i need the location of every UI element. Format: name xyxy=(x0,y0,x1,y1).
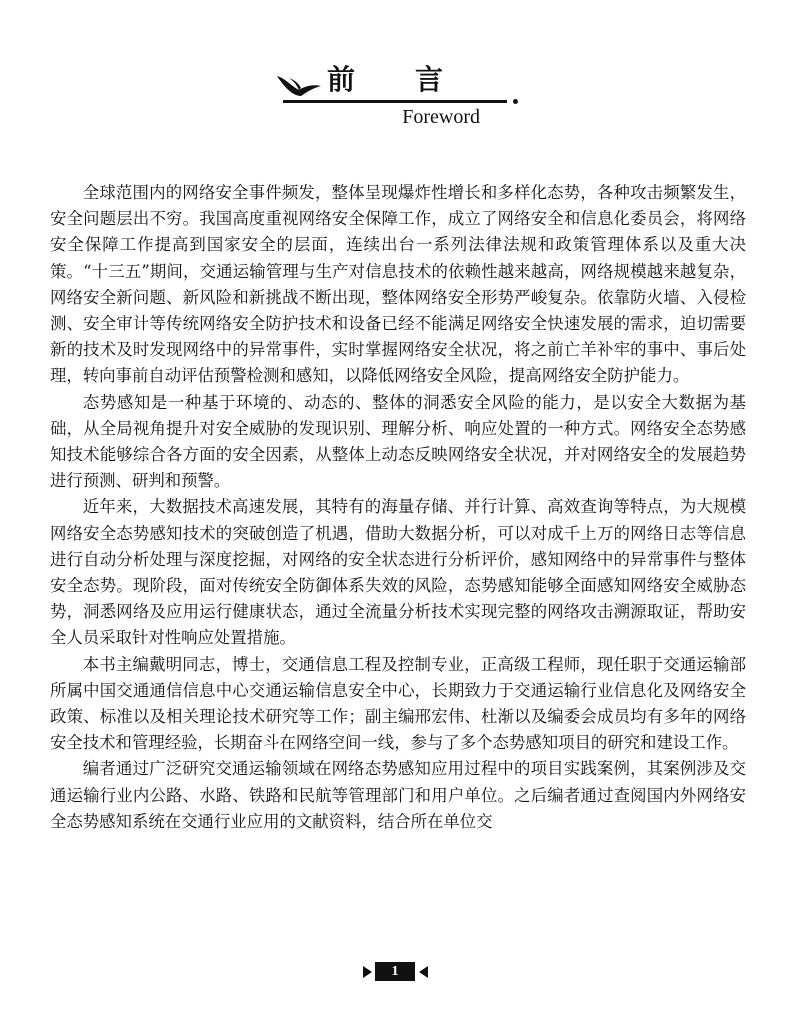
bird-ornament-icon xyxy=(275,68,323,98)
triangle-left-icon xyxy=(419,966,428,978)
page-number: 1 xyxy=(375,962,415,981)
paragraph: 本书主编戴明同志，博士，交通信息工程及控制专业，正高级工程师，现任职于交通运输部所属中国交通通信信息中心交通运输信息安全中心，长期致力于交通运输行业信息化及网络安全政策、标准以及相关理论技术研究等工作；副主编邢宏伟、杜渐以及编委会成员均有多年的网络安全技术和管理经验，长期奋斗在网络空间一线，参与了多个态势感知项目的研究和建设工作。 xyxy=(50,654,746,753)
paragraph: 态势感知是一种基于环境的、动态的、整体的洞悉安全风险的能力，是以安全大数据为基础，从全局视角提升对安全威胁的发现识别、理解分析、响应处置的一种方式。网络安全态势感知技术能够综合各方面的安全因素，从整体上动态反映网络安全状况，并对网络安全的发展趋势进行预测、研判和预警。 xyxy=(50,392,746,491)
paragraph: 近年来，大数据技术高速发展，其特有的海量存储、并行计算、高效查询等特点，为大规模网络安全态势感知技术的突破创造了机遇，借助大数据分析，可以对成千上万的网络日志等信息进行自动分析处理与深度挖掘，对网络的安全状态进行分析评价，感知网络中的异常事件与整体安全态势。现阶段，面对传统安全防御体系失效的风险，态势感知能够全面感知网络安全威胁态势，洞悉网络及应用运行健康状态，通过全流量分析技术实现完整的网络攻击溯源取证，帮助安全人员采取针对性响应处置措施。 xyxy=(50,497,746,648)
chapter-header xyxy=(275,60,520,130)
page-number-footer xyxy=(363,962,431,982)
rule-end-dot xyxy=(513,99,518,104)
title-rule xyxy=(283,100,507,103)
paragraph: 编者通过广泛研究交通运输领域在网络态势感知应用过程中的项目实践案例，其案例涉及交通运输行业内公路、水路、铁路和民航等管理部门和用户单位。之后编者通过查阅国内外网络安全态势感知系统在交通行业应用的文献资料，结合所在单位交 xyxy=(50,759,746,831)
triangle-right-icon xyxy=(363,966,372,978)
page-title: 前言 xyxy=(327,63,504,96)
paragraph: 全球范围内的网络安全事件频发，整体呈现爆炸性增长和多样化态势，各种攻击频繁发生，安全问题层出不穷。我国高度重视网络安全保障工作，成立了网络安全和信息化委员会，将网络安全保障工作提高到国家安全的层面，连续出台一系列法律法规和政策管理体系以及重大决策。“十三五”期间，交通运输管理与生产对信息技术的依赖性越来越高，网络规模越来越复杂，网络安全新问题、新风险和新挑战不断出现，整体网络安全形势严峻复杂。依靠防火墙、入侵检测、安全审计等传统网络安全防护技术和设备已经不能满足网络安全快速发展的需求，迫切需要新的技术及时发现网络中的异常事件，实时掌握网络安全状况，将之前亡羊补牢的事中、事后处理，转向事前自动评估预警检测和感知，以降低网络安全风险，提高网络安全防护能力。 xyxy=(50,183,746,386)
body-text xyxy=(50,180,746,835)
page-subtitle: Foreword xyxy=(402,106,480,128)
